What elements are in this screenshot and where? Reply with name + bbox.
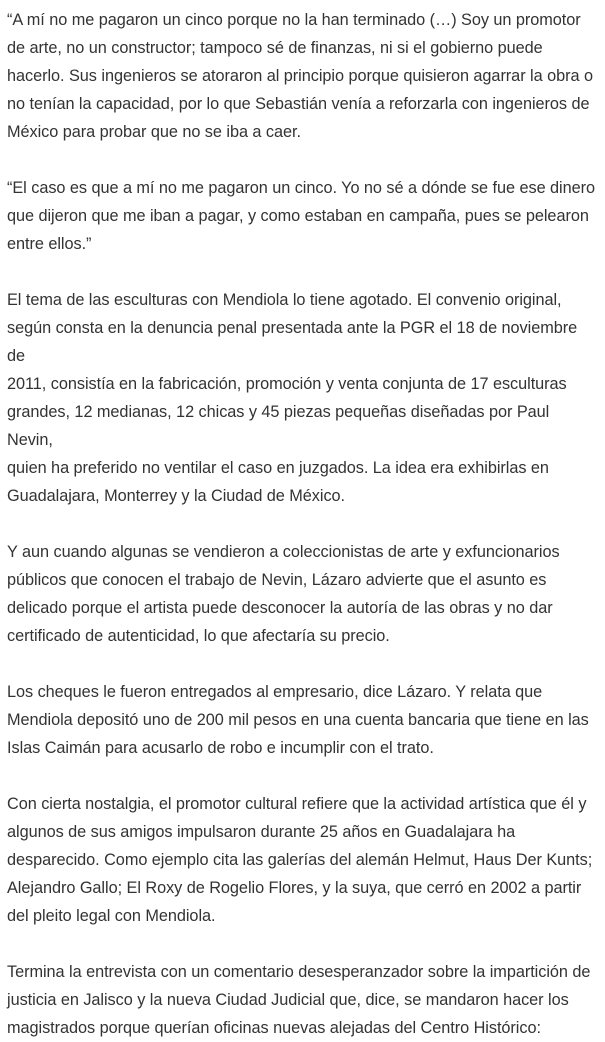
- article-paragraph: Los cheques le fueron entregados al empresario, dice Lázaro. Y relata que Mendiola depositó uno de 200 mil pesos en una cuenta bancaria que tiene en las Islas Caimán para acusarlo de robo e incumplir con el trato.: [7, 683, 589, 757]
- article-paragraph: Termina la entrevista con un comentario desesperanzador sobre la impartición de justicia en Jalisco y la nueva Ciudad Judicial que, dice, se mandaron hacer los magistrados porque querían oficinas nuevas alejadas del Centro Histórico:: [7, 963, 591, 1037]
- article-paragraph: Con cierta nostalgia, el promotor cultural refiere que la actividad artística que él y algunos de sus amigos impulsaron durante 25 años en Guadalajara ha desparecido. Como ejemplo cita las galerías del alemán Helmut, Haus Der Kunts; Alejandro Gallo; El Roxy de Rogelio Flores, y la suya, que cerró en 2002 a partir del pleito legal con Mendiola.: [7, 795, 593, 925]
- article-paragraph: “A mí no me pagaron un cinco porque no la han terminado (…) Soy un promotor de arte, no un constructor; tampoco sé de finanzas, ni si el gobierno puede hacerlo. Sus ingenieros se atoraron al principio porque quisieron agarrar la obra o no tenían la capacidad, por lo que Sebastián venía a reforzarla con ingenieros de México para probar que no se iba a caer.: [7, 11, 593, 141]
- article-paragraph: El tema de las esculturas con Mendiola lo tiene agotado. El convenio original, según consta en la denuncia penal presentada ante la PGR el 18 de noviembre de 2011, consistía en la fabricación, promoción y venta conjunta de 17 esculturas grandes, 12 medianas, 12 chicas y 45 piezas pequeñas diseñadas por Paul Nevin, quien ha preferido no ventilar el caso en juzgados. La idea era exhibirlas en Guadalajara, Monterrey y la Ciudad de México.: [7, 291, 578, 505]
- article-paragraph: “El caso es que a mí no me pagaron un cinco. Yo no sé a dónde se fue ese dinero que dijeron que me iban a pagar, y como estaban en campaña, pues se pelearon entre ellos.”: [7, 179, 596, 253]
- article-paragraph: Y aun cuando algunas se vendieron a coleccionistas de arte y exfuncionarios públicos que conocen el trabajo de Nevin, Lázaro advierte que el asunto es delicado porque el artista puede desconocer la autoría de las obras y no dar certificado de autenticidad, lo que afectaría su precio.: [7, 543, 560, 645]
